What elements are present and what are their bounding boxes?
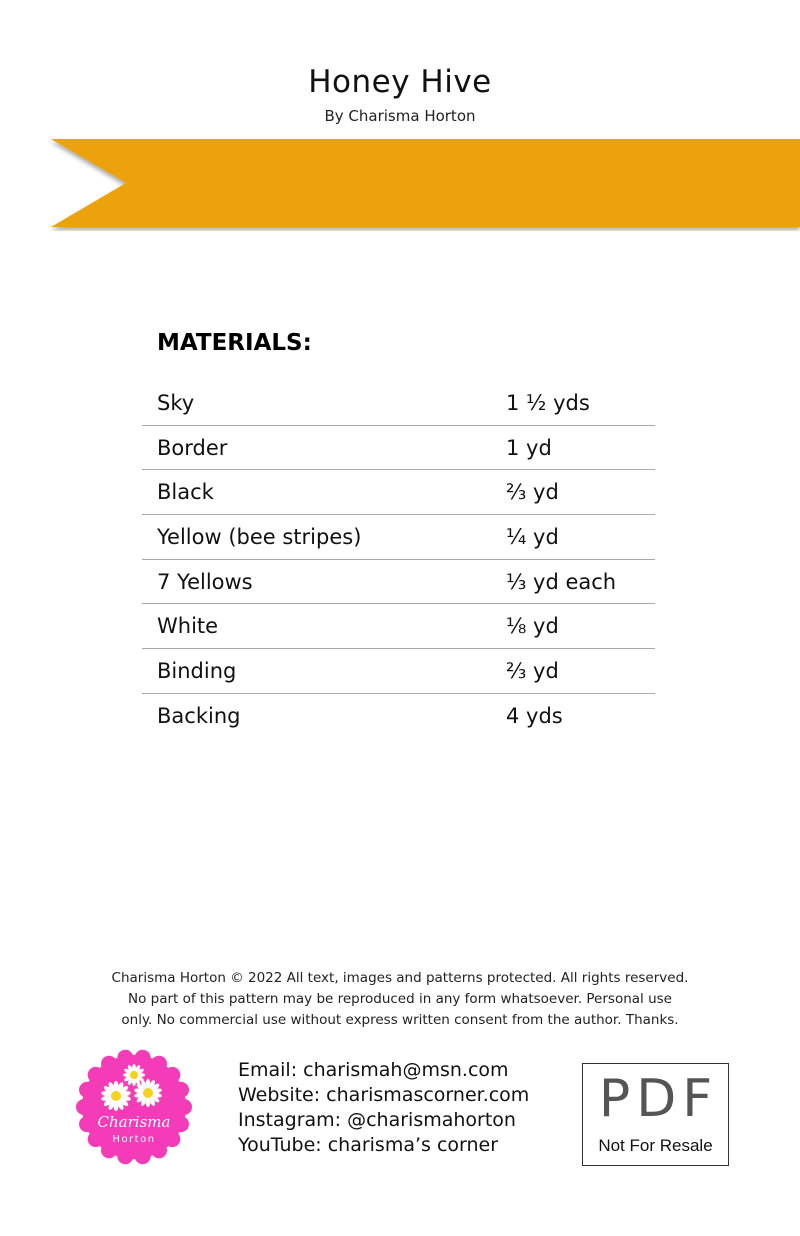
copyright-line: Charisma Horton © 2022 All text, images and patterns protected. All rights reserved. <box>111 970 689 986</box>
material-name: Yellow (bee stripes) <box>157 524 362 549</box>
material-row-yellow-stripes <box>142 515 655 560</box>
material-qty: 1 yd <box>506 435 552 460</box>
material-name: Backing <box>157 704 241 729</box>
material-row-binding <box>142 649 655 694</box>
material-row-border <box>142 426 655 471</box>
material-qty: ⅔ yd <box>506 480 559 505</box>
material-qty: ¼ yd <box>506 524 559 549</box>
material-qty: ⅛ yd <box>506 614 559 639</box>
page-title: Honey Hive <box>308 64 492 100</box>
contact-info <box>238 1058 529 1158</box>
contact-website[interactable]: Website: charismascorner.com <box>238 1084 530 1106</box>
material-qty: ⅔ yd <box>506 658 559 683</box>
byline: By Charisma Horton <box>324 107 476 125</box>
copyright-notice <box>100 968 700 1031</box>
material-name: White <box>157 614 219 639</box>
material-name: Black <box>157 480 214 505</box>
logo-text-line2: Horton <box>112 1134 156 1145</box>
material-name: Sky <box>157 390 195 415</box>
contact-email[interactable]: Email: charismah@msn.com <box>238 1059 509 1081</box>
contact-youtube[interactable]: YouTube: charisma’s corner <box>238 1134 499 1156</box>
logo-text-line1: Charisma <box>97 1113 171 1131</box>
copyright-line: only. No commercial use without express written consent from the author. Thanks. <box>121 1012 679 1028</box>
material-row-white <box>142 604 655 649</box>
contact-instagram[interactable]: Instagram: @charismahorton <box>238 1109 516 1131</box>
material-row-black <box>142 470 655 515</box>
material-name: Binding <box>157 658 237 683</box>
materials-heading: MATERIALS: <box>157 330 312 356</box>
materials-table <box>142 381 655 739</box>
not-for-resale-label: Not For Resale <box>598 1136 713 1155</box>
pdf-not-for-resale-badge <box>582 1063 729 1166</box>
charisma-horton-logo <box>76 1049 192 1165</box>
material-name: 7 Yellows <box>157 569 253 594</box>
material-name: Border <box>157 435 228 460</box>
pdf-label: PDF <box>598 1069 719 1129</box>
material-qty: 1 ½ yds <box>506 390 590 415</box>
material-row-sky <box>142 381 655 426</box>
material-qty: ⅓ yd each <box>506 569 617 594</box>
material-row-7-yellows <box>142 560 655 605</box>
ribbon-banner <box>0 139 800 231</box>
material-row-backing <box>142 694 655 739</box>
material-qty: 4 yds <box>506 704 563 729</box>
copyright-line: No part of this pattern may be reproduced in any form whatsoever. Personal use <box>128 991 672 1007</box>
